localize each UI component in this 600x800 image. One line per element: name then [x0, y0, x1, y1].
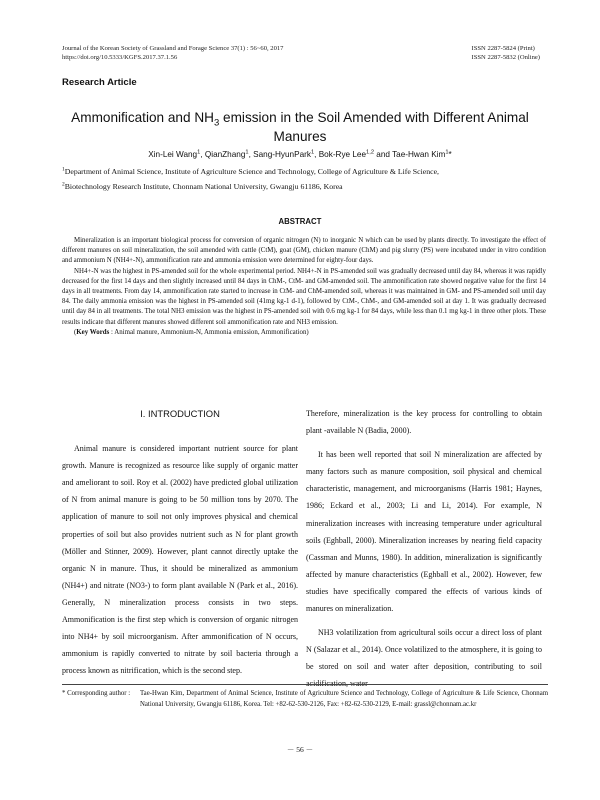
affil-mark: 1 — [62, 166, 65, 173]
journal-header — [62, 44, 283, 62]
page-number: － 56 － — [286, 745, 314, 754]
body-paragraph: It has been well reported that soil N mineralization are affected by many factors such as manure composition, soil physical and chemical characteristic, management, and microorganisms (Harris 1981; Haynes, 1986; Eckard et al., 2003; Li and Li, 2014). For example, N mineralization increases with increasing temperature under agricultural soils (Eghball, 2000). Mineralization increases by nearing field capacity (Cassman and Munns, 1980). In addition, mineralization is significantly affected by manure characteristics (Eghball et al., 2002). However, few studies have specifically compared the effects of various kinds of manures on mineralization. — [306, 450, 542, 614]
author: and Tae-Hwan Kim — [374, 150, 446, 159]
right-column — [306, 405, 542, 693]
footnote-label: * Corresponding author : — [62, 690, 131, 697]
title-part: emission in the Soil Amended with Different Animal — [219, 110, 529, 125]
section-heading: I. INTRODUCTION — [140, 408, 220, 419]
keywords-text: : Animal manure, Ammonium-N, Ammonia emission, Ammonification) — [109, 328, 309, 336]
author: , Bok-Rye Lee — [314, 150, 367, 159]
abstract-paragraph: NH4+-N was the highest in PS-amended soil for the whole experimental period. NH4+-N in PS-amended soil was gradually decreased until day 84, whereas it was rapidly decreased for the first 14 days and then slightly increased until 84 days in ChM-, CtM- and GM-amended soil. The ammonification rate showed negative value for the first 14 days in all treatments. From day 14, ammonification rate started to increase in CtM- and ChM-amended soil, whereas it was maintained in GM- and PS-amended soil until day 84. The daily ammonia emission was the highest in PS-amended soil (41mg kg-1 d-1), followed by CtM-, ChM-, and GM-amended soil at day 1. It was gradually decreased until day 84 in all treatments. The total NH3 emission was the highest in PS-amended soil with 0.6 mg kg-1 for 84 days, while less than 0.1 mg kg-1 in three other plots. These results indicate that different manures showed different soil ammonification rate and NH3 emission. — [62, 267, 546, 326]
author-list — [40, 150, 560, 159]
paper-title — [40, 108, 560, 146]
abstract-heading: ABSTRACT — [278, 217, 322, 226]
journal-citation: Journal of the Korean Society of Grassland and Forage Science 37(1) : 56~60, 2017 — [62, 45, 284, 52]
issn-block — [472, 44, 541, 62]
affiliation-2 — [62, 181, 552, 192]
footnote-text: Tae-Hwan Kim, Department of Animal Science, Institute of Agriculture Science and Technology, College of Agriculture & Life Science, Chonnam National University, Gwangju 61186, Korea. Tel: +82-62-530-2126, Fax: +82-62-530-2129, E-mail: grassl@chonnam.ac.kr — [140, 690, 548, 708]
affil-mark: 2 — [62, 181, 65, 188]
body-paragraph: Therefore, mineralization is the key process for controlling to obtain plant -available N (Badia, 2000). — [306, 409, 542, 436]
author: Xin-Lei Wang — [148, 150, 198, 159]
left-column — [62, 405, 298, 679]
author-affil-mark: 1 — [310, 149, 315, 156]
title-part: Ammonification and NH — [71, 110, 214, 125]
abstract — [62, 236, 546, 338]
abstract-paragraph: Mineralization is an important biological process for conversion of organic nitrogen (N) to inorganic N which can be used by plants directly. To investigate the effect of different manures on soil mineralization, the soil amended with cattle (CtM), goat (GM), chicken manure (ChM) and pig slurry (PS) were incubated under in vitro condition and ammonium N (NH4+-N), ammonification rate and ammonia emission were determined for eighty-four days. — [62, 237, 546, 265]
author-affil-mark: 1 — [245, 149, 249, 156]
affil-text: Department of Animal Science, Institute of Agriculture Science and Technology, College of Agriculture & Life Science, — [64, 167, 439, 176]
footnote-divider — [62, 684, 548, 685]
title-part: Manures — [273, 129, 327, 144]
author-affil-mark: 1,2 — [366, 149, 375, 156]
author-affil-mark: 1 — [197, 149, 201, 156]
article-type: Research Article — [62, 77, 137, 88]
body-paragraph: NH3 volatilization from agricultural soils occur a direct loss of plant N (Salazar et al., 2014). Once volatilized to the atmosphere, it is going to be stored on soil and water after deposition, contributing to soil acidification, water — [306, 628, 542, 689]
issn-online: ISSN 2287-5832 (Online) — [471, 54, 540, 61]
affiliation-1 — [62, 166, 552, 177]
body-paragraph: Animal manure is considered important nutrient source for plant growth. Manure is recognized as resource like supply of organic matter and ameliorant to soil. Roy et al. (2002) have predicted global utilization of N from animal manure is going to be 50 million tons by 2070. The application of manure to soil not only improves physical and chemical properties of soil but also provides nutrient such as N for plant growth (Möller and Stinner, 2009). However, plant cannot directly uptake the organic N in manure. Thus, it should be mineralized as ammonium (NH4+) and nitrate (NO3-) to form plant available N (Park et al., 2016). Generally, N mineralization process consists in two steps. Ammonification is the first step which is conversion of organic nitrogen into NH4+ by soil microorganism. After ammonification of N occurs, ammonium is rapidly converted to nitrate by soil bacteria through a process known as nitrification, which is the second step. — [62, 444, 298, 676]
keywords-label: Key Words — [76, 328, 110, 336]
keywords: (Key Words : Animal manure, Ammonium-N, Ammonia emission, Ammonification) — [74, 328, 309, 336]
corresponding-mark: * — [448, 150, 452, 159]
title-subscript: 3 — [213, 117, 220, 129]
author: , Sang-HyunPark — [248, 150, 311, 159]
author-affil-mark: 1 — [445, 149, 449, 156]
issn-print: ISSN 2287-5824 (Print) — [471, 45, 535, 52]
affil-text: Biotechnology Research Institute, Chonnam National University, Gwangju 61186, Korea — [64, 182, 343, 191]
author: , QianZhang — [200, 150, 246, 159]
doi-link[interactable]: https://doi.org/10.5333/KGFS.2017.37.1.56 — [62, 54, 178, 61]
